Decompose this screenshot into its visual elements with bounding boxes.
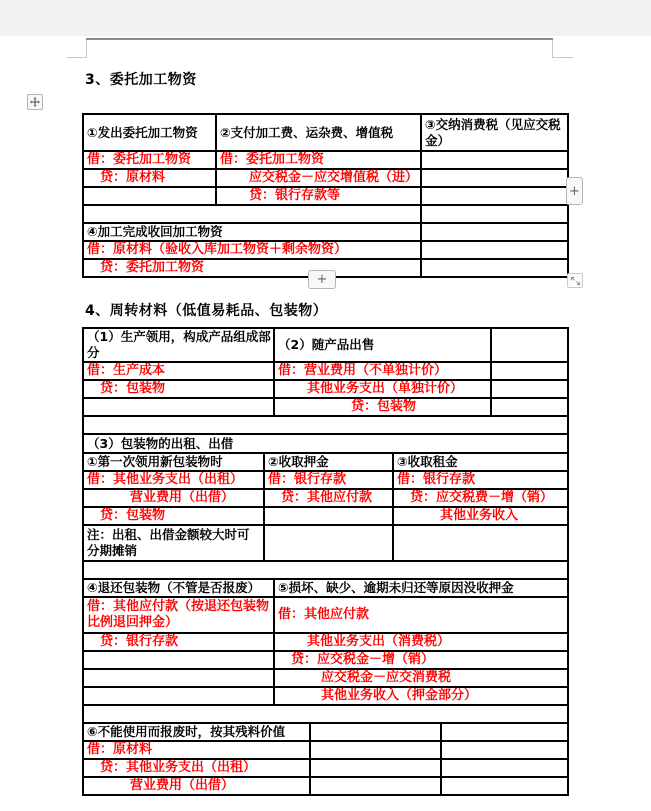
table-resize-handle[interactable]: [567, 273, 583, 288]
entry-cell: 贷：应交税费－增（销）: [393, 489, 568, 507]
empty-cell: [421, 259, 568, 277]
entry-cell: 其他业务支出（单独计价）: [274, 380, 491, 398]
table-row: [83, 416, 568, 434]
empty-cell: [83, 416, 568, 434]
entry-cell: 贷：银行存款等: [216, 187, 421, 205]
table-row: [83, 205, 568, 223]
empty-cell: [421, 205, 568, 223]
table-row: [83, 579, 568, 597]
entry-cell: ⑤损坏、缺少、逾期未归还等原因没收押金: [274, 579, 568, 597]
entry-cell: 借：营业费用（不单独计价）: [274, 362, 491, 380]
entry-cell: 借：其他业务支出（出租）: [83, 471, 264, 489]
entry-cell: （3）包装物的出租、出借: [83, 434, 568, 453]
entry-cell: 借：委托加工物资: [216, 151, 421, 169]
table-block: [82, 204, 569, 278]
entry-cell: 其他业务支出（消费税）: [274, 633, 568, 651]
table-move-handle[interactable]: [27, 94, 43, 110]
empty-cell: [83, 398, 274, 416]
table-block: [82, 327, 569, 417]
empty-cell: [441, 741, 568, 759]
entry-cell: 营业费用（出借）: [83, 489, 264, 507]
table-row: [83, 328, 568, 362]
entry-cell: 借：银行存款: [264, 471, 393, 489]
table-row: [83, 525, 568, 561]
table-entrusted-processing-materials: [82, 113, 569, 278]
plus-icon: +: [569, 183, 580, 199]
table-block: [82, 415, 569, 454]
empty-cell: [441, 759, 568, 777]
empty-cell: [83, 187, 216, 205]
add-row-button[interactable]: [308, 270, 336, 289]
table-row: [83, 114, 568, 151]
entry-cell: 贷：其他应付款: [264, 489, 393, 507]
entry-cell: 应交税金－应交增值税（进）: [216, 169, 421, 187]
table-row: [83, 633, 568, 651]
empty-cell: [310, 759, 441, 777]
margin-corner-mark: [67, 57, 87, 58]
plus-icon: +: [316, 272, 328, 287]
entry-cell: （2）随产品出售: [274, 328, 491, 362]
table-block: [82, 113, 569, 206]
table-row: [83, 362, 568, 380]
entry-cell: 贷：委托加工物资: [83, 259, 421, 277]
empty-cell: [421, 169, 568, 187]
entry-cell: 应交税金－应交消费税: [274, 669, 568, 687]
entry-cell: 借：银行存款: [393, 471, 568, 489]
entry-cell: ④退还包装物（不管是否报废）: [83, 579, 274, 597]
entry-cell: ①发出委托加工物资: [83, 114, 216, 151]
empty-cell: [491, 328, 568, 362]
table-row: [83, 741, 568, 759]
entry-cell: 借：其他应付款（按退还包装物比例退回押金）: [83, 597, 274, 633]
entry-cell: 贷：银行存款: [83, 633, 274, 651]
entry-cell: ③交纳消费税（见应交税金）: [421, 114, 568, 151]
empty-cell: [83, 687, 274, 705]
entry-cell: 其他业务收入（押金部分）: [274, 687, 568, 705]
empty-cell: [83, 705, 568, 723]
table-row: [83, 169, 568, 187]
table-row: [83, 489, 568, 507]
empty-cell: [421, 241, 568, 259]
entry-cell: ①第一次领用新包装物时: [83, 453, 264, 471]
entry-cell: 贷：其他业务支出（出租）: [83, 759, 310, 777]
empty-cell: [83, 669, 274, 687]
table-row: [83, 705, 568, 723]
margin-corner-mark: [552, 40, 553, 58]
entry-cell: 借：生产成本: [83, 362, 274, 380]
table-row: [83, 687, 568, 705]
entry-cell: 贷：应交税金－增（销）: [274, 651, 568, 669]
table-block: [82, 560, 569, 580]
entry-cell: 注：出租、出借金额较大时可分期摊销: [83, 525, 264, 561]
table-row: [83, 507, 568, 525]
entry-cell: ④加工完成收回加工物资: [83, 223, 421, 241]
section-4-title: 4、周转材料（低值易耗品、包装物）: [85, 303, 328, 319]
empty-cell: [83, 651, 274, 669]
empty-cell: [491, 362, 568, 380]
entry-cell: 借：原材料（验收入库加工物资＋剩余物资）: [83, 241, 421, 259]
empty-cell: [421, 151, 568, 169]
entry-cell: 贷：包装物: [83, 507, 264, 525]
entry-cell: 借：原材料: [83, 741, 310, 759]
empty-cell: [83, 561, 568, 579]
table-row: [83, 453, 568, 471]
table-block: [82, 722, 569, 796]
empty-cell: [491, 398, 568, 416]
entry-cell: ②支付加工费、运杂费、增值税: [216, 114, 421, 151]
empty-cell: [310, 777, 441, 795]
table-block: [82, 704, 569, 724]
empty-cell: [491, 380, 568, 398]
entry-cell: 营业费用（出借）: [83, 777, 310, 795]
table-row: [83, 398, 568, 416]
entry-cell: （1）生产领用，构成产品组成部分: [83, 328, 274, 362]
margin-corner-mark: [86, 40, 87, 58]
table-row: [83, 380, 568, 398]
entry-cell: 借：其他应付款: [274, 597, 568, 633]
table-revolving-materials: [82, 327, 569, 796]
resize-diagonal-icon: [570, 276, 581, 286]
table-row: [83, 223, 568, 241]
table-row: [83, 759, 568, 777]
empty-cell: [264, 525, 393, 561]
entry-cell: ⑥不能使用而报废时，按其残料价值: [83, 723, 310, 741]
empty-cell: [441, 777, 568, 795]
table-row: [83, 241, 568, 259]
empty-cell: [421, 223, 568, 241]
entry-cell: 贷：原材料: [83, 169, 216, 187]
entry-cell: 借：委托加工物资: [83, 151, 216, 169]
entry-cell: ②收取押金: [264, 453, 393, 471]
table-block: [82, 452, 569, 562]
empty-cell: [83, 205, 421, 223]
table-row: [83, 651, 568, 669]
page-top-boundary-line: [86, 38, 553, 40]
table-row: [83, 151, 568, 169]
empty-cell: [441, 723, 568, 741]
empty-cell: [310, 723, 441, 741]
empty-cell: [310, 741, 441, 759]
table-block: [82, 578, 569, 706]
table-row: [83, 471, 568, 489]
empty-cell: [393, 525, 568, 561]
table-row: [83, 669, 568, 687]
table-row: [83, 723, 568, 741]
table-row: [83, 187, 568, 205]
section-3-title: 3、委托加工物资: [85, 72, 197, 88]
table-row: [83, 597, 568, 633]
page-gap-band: [0, 0, 651, 36]
move-icon: [30, 97, 40, 107]
entry-cell: 贷：包装物: [274, 398, 491, 416]
add-column-button[interactable]: [566, 177, 583, 205]
table-row: [83, 777, 568, 795]
margin-corner-mark: [552, 57, 573, 58]
table-row: [83, 434, 568, 453]
entry-cell: 贷：包装物: [83, 380, 274, 398]
empty-cell: [421, 187, 568, 205]
empty-cell: [264, 507, 393, 525]
table-row: [83, 561, 568, 579]
entry-cell: 其他业务收入: [393, 507, 568, 525]
entry-cell: ③收取租金: [393, 453, 568, 471]
